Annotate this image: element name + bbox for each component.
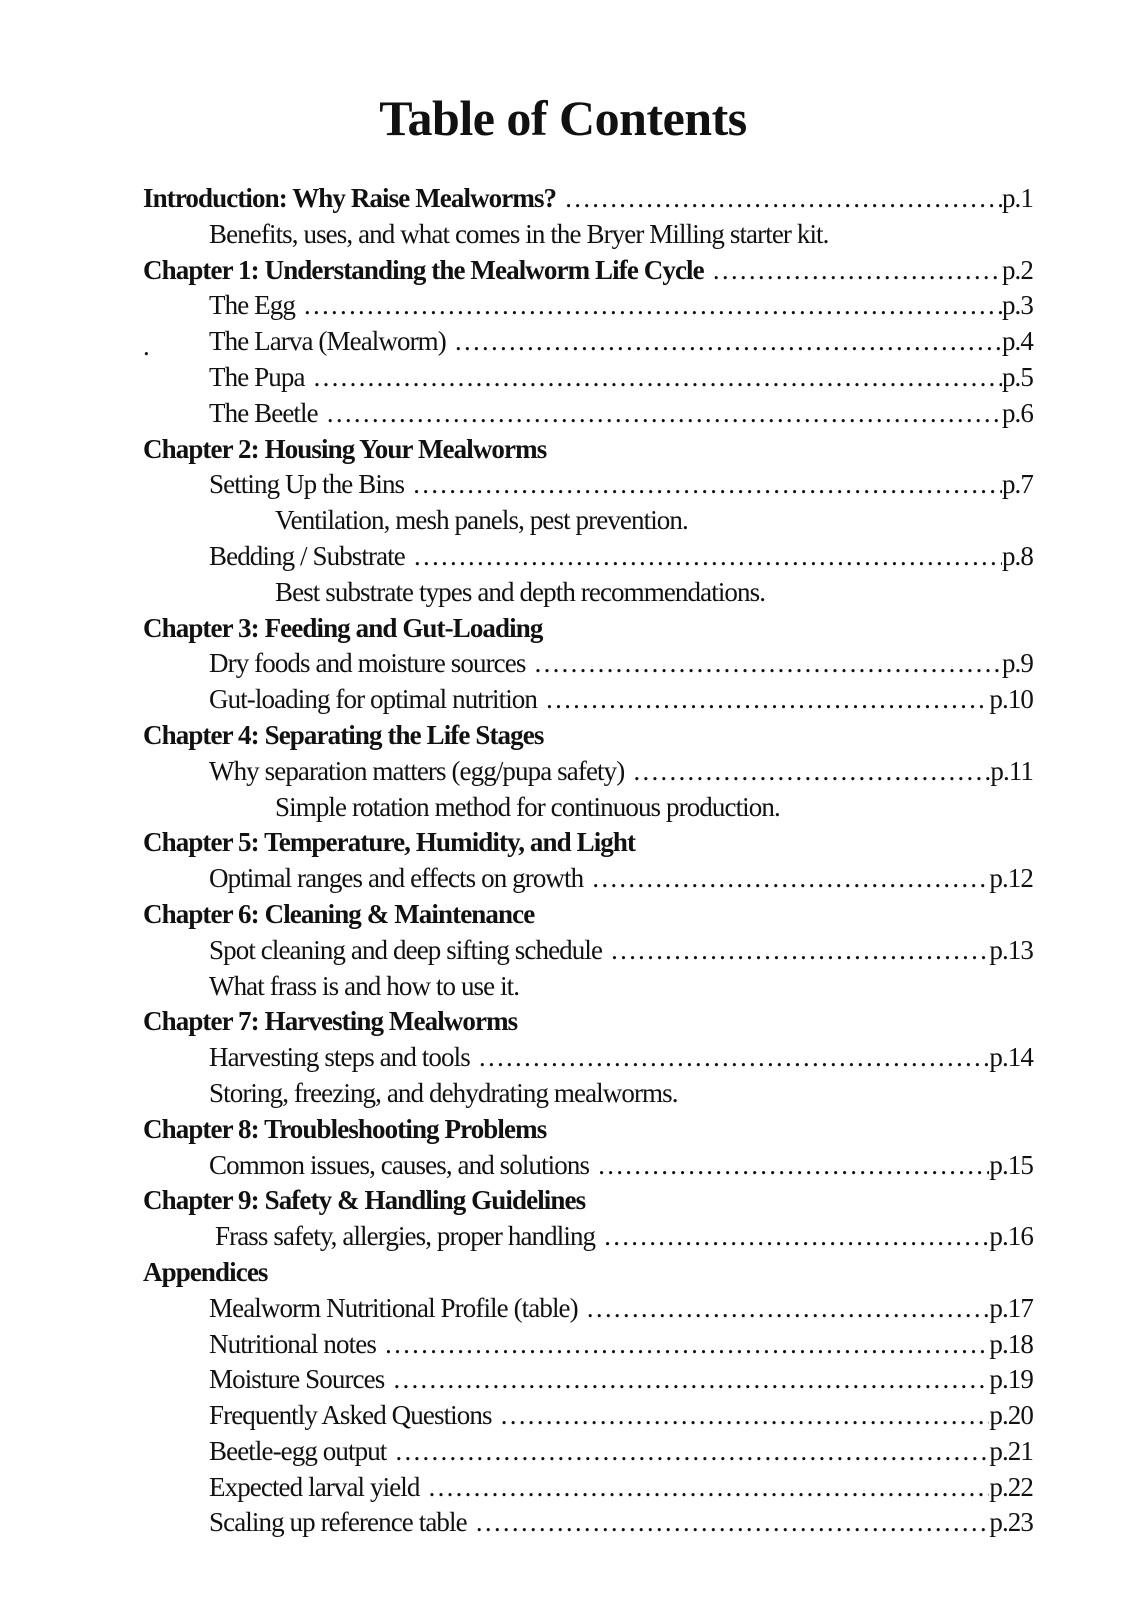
toc-page-number: p.14 bbox=[989, 1042, 1033, 1073]
toc-entry-text: Optimal ranges and effects on growth bbox=[209, 863, 584, 894]
toc-entry-text: Simple rotation method for continuous production. bbox=[275, 791, 780, 822]
dot-leader bbox=[595, 1219, 989, 1255]
toc-entry-text: Frass safety, allergies, proper handling bbox=[215, 1221, 596, 1252]
dot-leader bbox=[556, 181, 1002, 217]
toc-page-number: p.16 bbox=[989, 1221, 1033, 1252]
toc-entry bbox=[143, 1040, 1033, 1076]
toc-entry bbox=[143, 324, 1033, 360]
dot-leader bbox=[583, 861, 989, 897]
toc-heading bbox=[143, 1183, 1033, 1219]
toc-entry bbox=[143, 1327, 1033, 1363]
toc-page-number: p.20 bbox=[989, 1400, 1033, 1431]
toc-entry-text: The Larva (Mealworm) bbox=[209, 326, 446, 357]
toc-entry bbox=[143, 861, 1033, 897]
toc-page-number: p.3 bbox=[1001, 290, 1033, 321]
toc-heading bbox=[143, 897, 1033, 933]
toc-entry-text: Storing, freezing, and dehydrating mealworms. bbox=[209, 1077, 678, 1108]
dot-leader bbox=[386, 1434, 989, 1470]
toc-entry-text: Chapter 9: Safety & Handling Guidelines bbox=[143, 1185, 586, 1216]
toc-page-number: p.19 bbox=[989, 1364, 1033, 1395]
toc-page-number: p.4 bbox=[1001, 326, 1033, 357]
toc-entry-text: Expected larval yield bbox=[209, 1471, 420, 1502]
toc-entry bbox=[143, 539, 1033, 575]
toc-page-number: p.2 bbox=[1001, 254, 1033, 285]
toc-entry bbox=[143, 396, 1033, 432]
toc-entry bbox=[143, 1434, 1033, 1470]
dot-leader bbox=[405, 539, 1002, 575]
toc-page-number: p.13 bbox=[989, 934, 1033, 965]
toc-entry bbox=[143, 1291, 1033, 1327]
stray-period: . bbox=[143, 331, 150, 361]
toc-entry-text: Dry foods and moisture sources bbox=[209, 648, 526, 679]
toc-entry bbox=[143, 467, 1033, 503]
toc-entry bbox=[143, 1398, 1033, 1434]
toc-page-number: p.1 bbox=[1001, 183, 1033, 213]
toc-entry-text: Introduction: Why Raise Mealworms? bbox=[143, 183, 557, 213]
toc-page-number: p.23 bbox=[989, 1507, 1033, 1538]
toc-entry-text: Chapter 7: Harvesting Mealworms bbox=[143, 1006, 518, 1037]
dot-leader bbox=[537, 682, 989, 718]
toc-entry-text: Chapter 2: Housing Your Mealworms bbox=[143, 433, 547, 464]
toc-entry-text: Nutritional notes bbox=[209, 1328, 376, 1359]
dot-leader bbox=[318, 396, 1002, 432]
dot-leader bbox=[525, 646, 1002, 682]
toc-heading bbox=[143, 253, 1033, 289]
toc-entry-text: Why separation matters (egg/pupa safety) bbox=[209, 755, 625, 786]
toc-entry bbox=[143, 1470, 1033, 1506]
toc-entry-text: Mealworm Nutritional Profile (table) bbox=[209, 1292, 578, 1323]
dot-leader bbox=[589, 1148, 989, 1184]
toc-heading bbox=[143, 1004, 1033, 1040]
toc-heading bbox=[143, 825, 1033, 861]
toc-page-number: p.17 bbox=[989, 1292, 1033, 1323]
toc-page-number: p.10 bbox=[989, 684, 1033, 715]
toc-heading bbox=[143, 611, 1033, 647]
toc-entry-text: Beetle-egg output bbox=[209, 1435, 387, 1466]
toc-page-number: p.21 bbox=[989, 1435, 1033, 1466]
toc-entry bbox=[143, 1076, 1033, 1112]
dot-leader bbox=[602, 933, 989, 969]
toc-heading bbox=[143, 181, 1033, 217]
table-of-contents bbox=[143, 181, 1033, 1541]
toc-entry-text: Best substrate types and depth recommendations. bbox=[275, 576, 766, 607]
toc-entry-text: Common issues, causes, and solutions bbox=[209, 1149, 590, 1180]
dot-leader bbox=[384, 1362, 989, 1398]
toc-heading bbox=[143, 718, 1033, 754]
toc-page-number: p.7 bbox=[1001, 469, 1033, 500]
dot-leader bbox=[420, 1470, 990, 1506]
dot-leader bbox=[305, 360, 1002, 396]
dot-leader bbox=[492, 1398, 990, 1434]
toc-page-number: p.22 bbox=[989, 1471, 1033, 1502]
dot-leader bbox=[624, 754, 990, 790]
toc-entry-text: Chapter 3: Feeding and Gut-Loading bbox=[143, 612, 543, 643]
toc-entry bbox=[143, 1505, 1033, 1541]
toc-entry-text: Appendices bbox=[143, 1256, 268, 1287]
toc-entry bbox=[143, 933, 1033, 969]
toc-entry-text: Chapter 5: Temperature, Humidity, and Light bbox=[143, 827, 636, 858]
toc-entry-text: What frass is and how to use it. bbox=[209, 970, 520, 1001]
toc-page-number: p.9 bbox=[1001, 648, 1033, 679]
dot-leader bbox=[470, 1040, 990, 1076]
toc-entry bbox=[143, 754, 1033, 790]
toc-entry-text: The Pupa bbox=[209, 361, 305, 392]
toc-entry-text: Chapter 6: Cleaning & Maintenance bbox=[143, 898, 535, 929]
toc-entry-text: Setting Up the Bins bbox=[209, 469, 405, 500]
dot-leader bbox=[578, 1291, 990, 1327]
page-title: Table of Contents bbox=[379, 90, 747, 146]
toc-entry-text: Moisture Sources bbox=[209, 1364, 385, 1395]
dot-leader bbox=[295, 288, 1002, 324]
toc-entry-text: Chapter 4: Separating the Life Stages bbox=[143, 719, 544, 750]
toc-entry bbox=[143, 969, 1033, 1005]
toc-entry bbox=[143, 288, 1033, 324]
toc-entry bbox=[143, 360, 1033, 396]
toc-entry-text: Bedding / Substrate bbox=[209, 540, 405, 571]
toc-entry bbox=[143, 575, 1033, 611]
toc-entry bbox=[143, 1362, 1033, 1398]
toc-entry-text: The Beetle bbox=[209, 397, 318, 428]
toc-page-number: p.11 bbox=[990, 755, 1033, 786]
toc-page-number: p.6 bbox=[1001, 397, 1033, 428]
toc-entry bbox=[143, 790, 1033, 826]
toc-entry bbox=[143, 682, 1033, 718]
toc-entry-text: The Egg bbox=[209, 290, 295, 321]
toc-page-number: p.12 bbox=[989, 863, 1033, 894]
dot-leader bbox=[467, 1505, 990, 1541]
dot-leader bbox=[404, 467, 1002, 503]
toc-entry-text: Gut-loading for optimal nutrition bbox=[209, 684, 537, 715]
toc-entry bbox=[143, 503, 1033, 539]
toc-heading bbox=[143, 1112, 1033, 1148]
dot-leader bbox=[446, 324, 1002, 360]
toc-entry-text: Spot cleaning and deep sifting schedule bbox=[209, 934, 603, 965]
toc-page-number: p.8 bbox=[1001, 540, 1033, 571]
toc-entry bbox=[143, 1148, 1033, 1184]
toc-entry bbox=[143, 646, 1033, 682]
toc-entry bbox=[143, 1219, 1033, 1255]
toc-entry bbox=[143, 217, 1033, 253]
toc-page-number: p.15 bbox=[989, 1149, 1033, 1180]
toc-entry-text: Ventilation, mesh panels, pest prevention. bbox=[275, 505, 688, 536]
dot-leader bbox=[704, 253, 1002, 289]
dot-leader bbox=[376, 1327, 989, 1363]
toc-entry-text: Chapter 1: Understanding the Mealworm Life Cycle bbox=[143, 254, 704, 285]
toc-entry-text: Benefits, uses, and what comes in the Bryer Milling starter kit. bbox=[209, 218, 829, 249]
toc-entry-text: Chapter 8: Troubleshooting Problems bbox=[143, 1113, 547, 1144]
toc-heading bbox=[143, 432, 1033, 468]
toc-page-number: p.18 bbox=[989, 1328, 1033, 1359]
toc-entry-text: Harvesting steps and tools bbox=[209, 1042, 470, 1073]
toc-entry-text: Frequently Asked Questions bbox=[209, 1400, 492, 1431]
toc-page-number: p.5 bbox=[1001, 361, 1033, 392]
toc-entry-text: Scaling up reference table bbox=[209, 1507, 467, 1538]
toc-heading bbox=[143, 1255, 1033, 1291]
